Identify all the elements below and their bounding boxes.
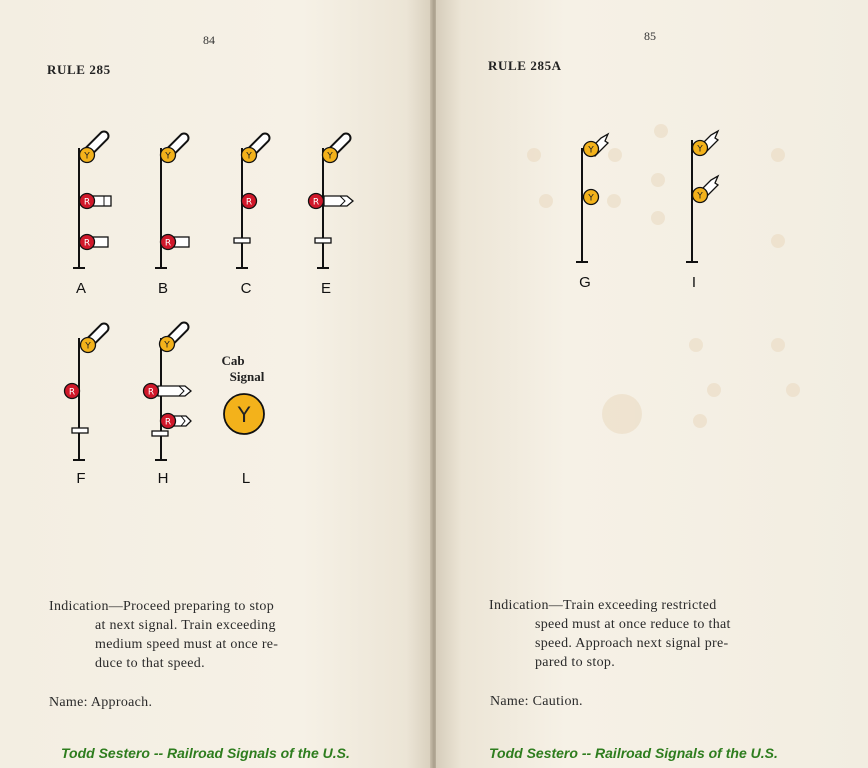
signal-diagrams-left [0, 0, 432, 500]
signal-name: Name: Caution. [490, 694, 583, 709]
signal-label-a: A [75, 280, 87, 297]
signal-g [576, 134, 608, 291]
signal-label-e: E [320, 280, 332, 297]
rule-title: RULE 285A [488, 58, 562, 73]
svg-text:R: R [164, 238, 172, 249]
svg-text:Y: Y [327, 151, 333, 162]
svg-text:R: R [68, 387, 76, 398]
signal-h [144, 327, 192, 487]
svg-text:R: R [312, 197, 320, 208]
svg-text:Y: Y [85, 341, 91, 352]
signal-c [234, 138, 265, 297]
signal-label-l: L [241, 470, 251, 487]
show-through-marks [527, 124, 800, 434]
signal-label-b: B [157, 280, 169, 297]
right-page [436, 0, 868, 768]
svg-text:R: R [83, 238, 91, 249]
svg-text:Y: Y [588, 145, 594, 156]
svg-text:Y: Y [164, 340, 170, 351]
signal-label-h: H [157, 470, 169, 487]
svg-text:Y: Y [588, 193, 594, 204]
svg-text:Y: Y [165, 151, 171, 162]
cab-signal-title: Cab Signal [221, 353, 265, 384]
signal-name: Name: Approach. [49, 695, 153, 710]
page-number: 84 [203, 33, 215, 47]
svg-text:Y: Y [237, 403, 251, 427]
signal-label-i: I [691, 274, 697, 291]
signal-label-c: C [240, 280, 252, 297]
signal-i [686, 131, 718, 291]
credit-watermark: Todd Sestero -- Railroad Signals of the U.S. [489, 745, 778, 761]
page-number: 85 [644, 29, 656, 43]
indication-text: Indication—Proceed preparing to stop at next signal. Train exceeding medium speed must at once re- duce to that speed. [49, 599, 279, 671]
svg-text:Y: Y [697, 144, 703, 155]
svg-text:Y: Y [84, 151, 90, 162]
svg-text:R: R [147, 387, 155, 398]
signal-a [73, 136, 111, 297]
signal-f [65, 328, 105, 487]
signal-b [155, 138, 189, 297]
svg-text:R: R [83, 197, 91, 208]
cab-signal-lamp [224, 394, 264, 487]
left-page [0, 0, 432, 768]
svg-text:R: R [245, 197, 253, 208]
rule-title: RULE 285 [47, 62, 111, 77]
signal-diagrams-right [436, 0, 868, 500]
credit-watermark: Todd Sestero -- Railroad Signals of the U.S. [61, 745, 350, 761]
signal-e [309, 138, 354, 297]
svg-text:Y: Y [246, 151, 252, 162]
signal-label-f: F [76, 470, 86, 487]
indication-text: Indication—Train exceeding restricted speed must at once reduce to that speed. Approach next signal pre- pared to stop. [489, 598, 731, 670]
svg-text:Y: Y [697, 191, 703, 202]
signal-label-g: G [579, 274, 591, 291]
svg-text:R: R [164, 417, 172, 428]
